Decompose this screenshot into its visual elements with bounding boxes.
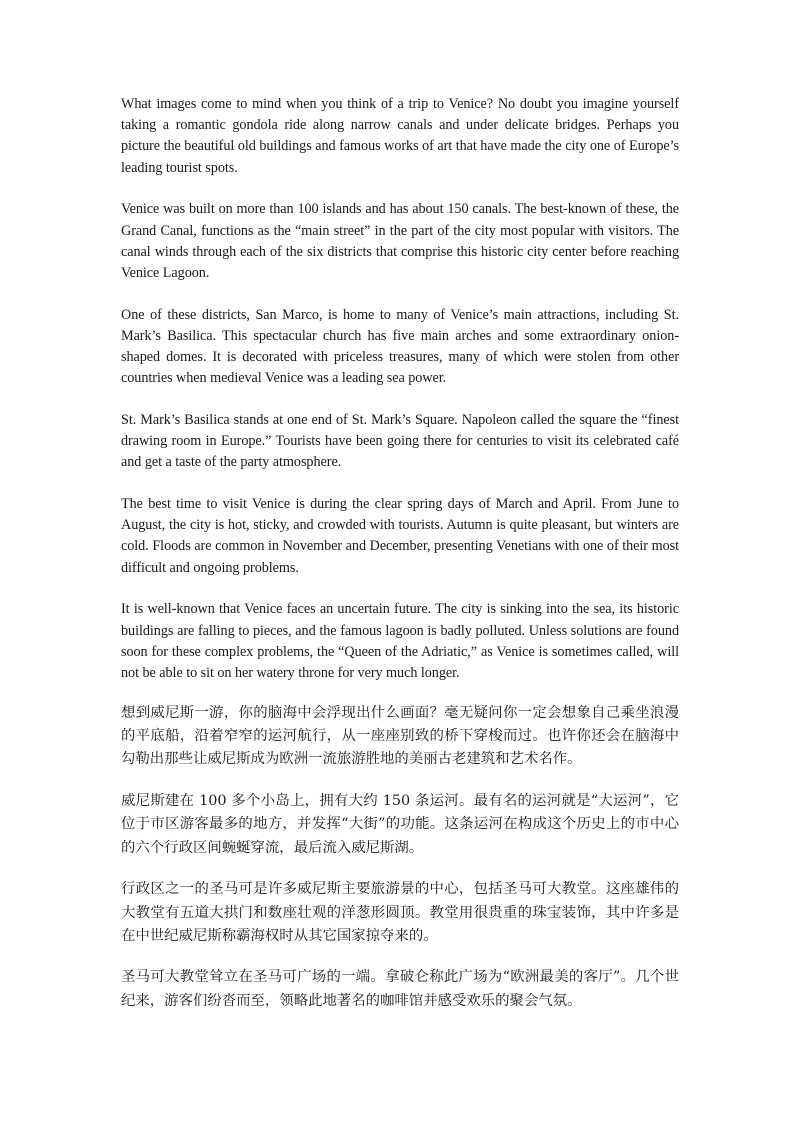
english-paragraph-2: Venice was built on more than 100 islands and has about 150 canals. The best-known of these, the Grand Canal, functions as the “main street” in the part of the city most popular with visitors. The canal winds through each of the six districts that comprise this historic city center before reaching Venice Lagoon. — [121, 201, 679, 281]
chinese-paragraph-3: 行政区之一的圣马可是许多威尼斯主要旅游景的中心，包括圣马可大教堂。这座雄伟的大教堂有五道大拱门和数座壮观的洋葱形圆顶。教堂用很贵重的珠宝装饰，其中许多是在中世纪威尼斯称霸海权时从其它国家掠夺来的。 — [121, 881, 679, 944]
english-paragraph-4: St. Mark’s Basilica stands at one end of St. Mark’s Square. Napoleon called the square the “finest drawing room in Europe.” Tourists have been going there for centuries to visit its celebrated café and get a taste of the party atmosphere. — [121, 411, 679, 471]
english-paragraph-3: One of these districts, San Marco, is home to many of Venice’s main attractions, including St. Mark’s Basilica. This spectacular church has five main arches and some extraordinary onion-shaped domes. It is decorated with priceless treasures, many of which were stolen from other countries when medieval Venice was a leading sea power. — [121, 306, 679, 387]
document-body — [121, 94, 679, 1031]
chinese-paragraph-1: 想到威尼斯一游，你的脑海中会浮现出什么画面？毫无疑问你一定会想象自己乘坐浪漫的平底船，沿着窄窄的运河航行，从一座座别致的桥下穿梭而过。也许你还会在脑海中勾勒出那些让威尼斯成为欧洲一流旅游胜地的美丽古老建筑和艺术名作。 — [121, 704, 679, 768]
english-paragraph-6: It is well-known that Venice faces an uncertain future. The city is sinking into the sea, its historic buildings are falling to pieces, and the famous lagoon is badly polluted. Unless solutions are found soon for these complex problems, the “Queen of the Adriatic,” as Venice is sometimes called, will not be able to sit on her watery throne for very much longer. — [121, 601, 679, 681]
english-paragraph-5: The best time to visit Venice is during the clear spring days of March and April. From June to August, the city is hot, sticky, and crowded with tourists. Autumn is quite pleasant, but winters are cold. Floods are common in November and December, presenting Venetians with one of their most difficult and ongoing problems. — [121, 496, 679, 576]
english-paragraph-1: What images come to mind when you think of a trip to Venice? No doubt you imagine yourself taking a romantic gondola ride along narrow canals and under delicate bridges. Perhaps you picture the beautiful old buildings and famous works of art that have made the city one of Europe’s leading tourist spots. — [121, 96, 679, 176]
chinese-paragraph-2: 威尼斯建在 100 多个小岛上，拥有大约 150 条运河。最有名的运河就是“大运河”，它位于市区游客最多的地方，并发挥“大街”的功能。这条运河在构成这个历史上的市中心的六个行政区间蜿蜒穿流，最后流入威尼斯湖。 — [121, 792, 679, 856]
chinese-paragraph-4: 圣马可大教堂耸立在圣马可广场的一端。拿破仑称此广场为“欧洲最美的客厅”。几个世纪来，游客们纷沓而至，领略此地著名的咖啡馆并感受欢乐的聚会气氛。 — [121, 969, 679, 1009]
